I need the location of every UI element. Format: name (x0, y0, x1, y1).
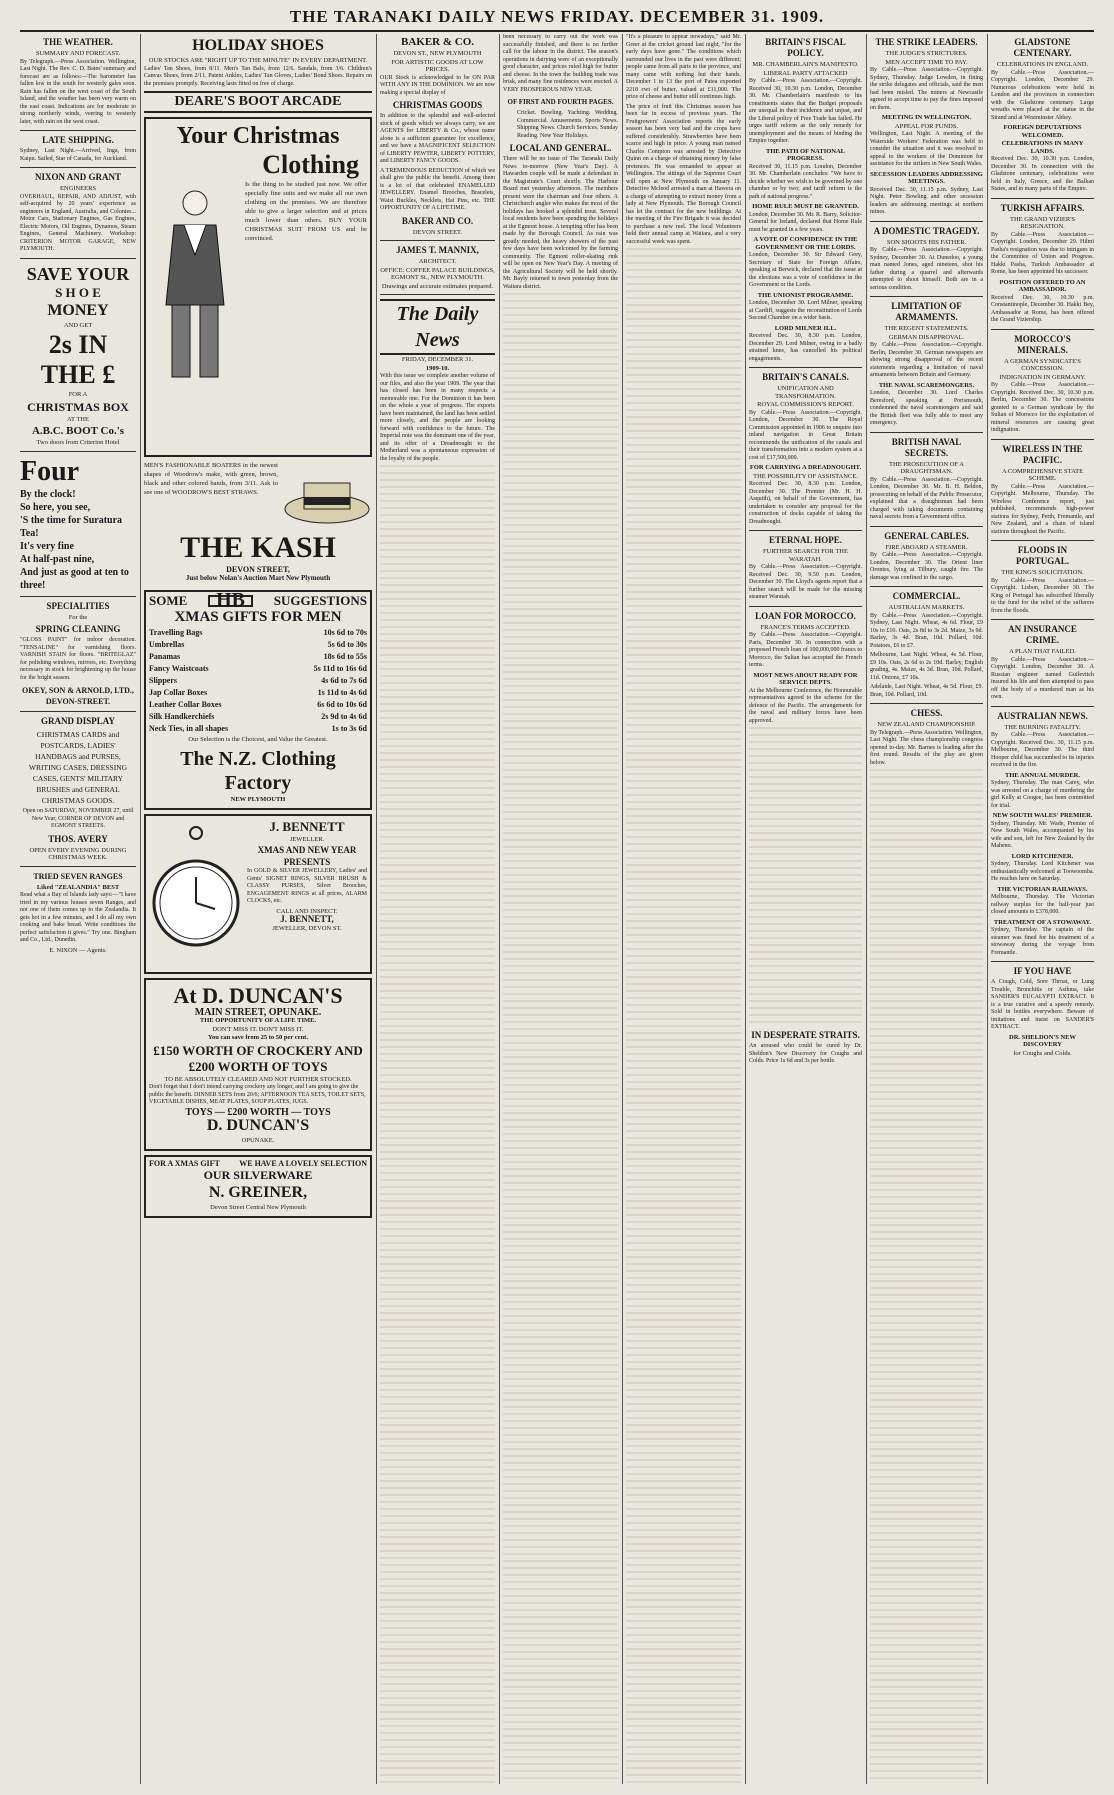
article-text: By Cable.—Press Association.—Copyright. Sydney, Last Night. Wheat, 4s 6d. Flour, £9 10s to £10. Oats, 2s 8d to 3s 2d. Maize, 3s 9d. Barley, 3s 4d. Bran, 10d. Pollard, 10d. Potatoes, £6 to £7. (870, 612, 983, 649)
ad-heading: BAKER AND CO. (401, 215, 474, 226)
boaters-ad (144, 461, 372, 531)
ad-text: MEN'S FASHIONABLE BOATERS in the newest shapes of Woodrow's make, with green, brown, black and other colored bands, from 3/11. Ask to see one of WOODROW'S BEST STRAWS. (144, 462, 278, 496)
section-heading: GLADSTONE CENTENARY. (1013, 37, 1072, 58)
section-heading: LOAN FOR MOROCCO. (755, 610, 856, 621)
article-text: By Cable.—Press Association.—Copyright. London, December 29. Numerous celebrations were held in London and the provinces in connection with the Gladstone centenary. Large wreaths were placed at the statue in the Strand and at Westminster Abbey. (991, 69, 1094, 121)
section-heading: ETERNAL HOPE. (768, 535, 842, 545)
issue-date: FRIDAY, DECEMBER 31. (401, 356, 474, 363)
ad-heading: S H O E (55, 284, 101, 300)
gift-item: Travelling Bags (149, 627, 203, 637)
ad-heading: SAVE YOUR (26, 263, 130, 284)
article-text: London, December 30. Lord Charles Beresford, speaking at Portsmouth, condemned the naval scaremongers and said the British fleet was fully able to meet any emergency. (870, 390, 983, 426)
article-text: By Cable.—Press Association.—Copyright. London, December 30. A Russian engineer named Guilevitch insured his life and then attempted to pass off the body of a murdered man as his own. (991, 656, 1094, 700)
section-heading: BRITAIN'S CANALS. (762, 372, 849, 382)
gift-price: 1s to 3s 6d (331, 723, 367, 733)
column-8: GLADSTONE CENTENARY. CELEBRATIONS IN ENGLAND. By Cable.—Press Association.—Copyright. London, December 29. Numerous celebrations were held in London and the provinces in connection with the Gladstone centenary. Large wreaths were placed at the statue in the Strand and at Westminster Abbey. FOREIGN DEPUTATIONS WELCOMED. CELEBRATIONS IN MANY LANDS. Received Dec. 30, 10.30 p.m. London, December 30. In connection with the Gladstone centenary, celebrations were held in Italy, Greece, and the Balkan States, and in many parts of the Empire. TURKISH AFFAIRS. THE GRAND VIZIER'S RESIGNATION. By Cable.—Press Association.—Copyright. London, December 29. Hilmi Pasha's resignation was due to intrigues in the Committee of Union and Progress. Hakki Pasha, Turkish Ambassador at Rome, has been appointed his successor. POSITION OFFERED TO AN AMBASSADOR. Received Dec. 30, 10.30 p.m. Constantinople, December 30. Hakki Bey, Ambassador at Rome, has been offered the Grand Viziership. MOROCCO'S MINERALS. A GERMAN SYNDICATE'S CONCESSION. INDIGNATION IN GERMANY. By Cable.—Press Association.—Copyright. Received Dec. 30, 10.30 p.m. Berlin, December 30. The concessions granted to a German syndicate by the Sultan of Morocco for the exploitation of mineral resources are causing great indignation. WIRELESS IN THE PACIFIC. A COMPREHENSIVE STATE SCHEME. By Cable.—Press Association.—Copyright. Melbourne, Thursday. The Wireless Conference report, just published, recommends high-power stations for Sydney, Perth, Fremantle, and New Zealand, and a chain of island stations throughout the Pacific. FLOODS IN PORTUGAL. THE KING'S SOLICITATION. By Cable.—Press Association.—Copyright. Lisbon, December 30. The King of Portugal has subscribed liberally to the fund for the relief of the sufferers from the floods. AN INSURANCE CRIME. A PLAN THAT FAILED. By Cable.—Press Association.—Copyright. London, December 30. A Russian engineer named Guilevitch insured his life and then attempted to pass off the body of a murdered man as his own. AUSTRALIAN NEWS. THE BURNING FATALITY. By Cable.—Press Association.—Copyright. Received Dec. 30, 11.15 p.m. Melbourne, December 30. The third Hooper child has succumbed to its injuries received in the fire. THE ANNUAL MURDER. Sydney, Thursday. The man Carey, who was arrested on a charge of murdering the girl Kelly at Coogee, has been committed for trial. NEW SOUTH WALES' PREMIER. Sydney, Thursday. Mr. Wade, Premier of New South Wales, accompanied by his wife and son, left for New Zealand by the Maheno. LORD KITCHENER. Sydney, Thursday. Lord Kitchener was enthusiastically welcomed at Toowoomba. He reaches here on Saturday. THE VICTORIAN RAILWAYS. Melbourne, Thursday. The Victorian railway surplus for the half-year just closed amounts to £378,000. TREATMENT OF A STOWAWAY. Sydney, Thursday. The captain of the steamer was fined for his treatment of a stowaway during the voyage from Fremantle. IF YOU HAVE A Cough, Cold, Sore Throat, or Lung Trouble, Bronchitis or Asthma, take SANDER'S EUCALYPTI EXTRACT. It is a true curative and a speedy remedy. Sold in bottles everywhere. Beware of imitations and insist on SANDER'S EXTRACT. DR. SHELDON'S NEW DISCOVERY for Coughs and Colds. (991, 37, 1094, 1057)
ad-text: A TREMENDOUS REDUCTION of which we shall give the public the benefit. Among them is a lot of that celebrated ENAMELLED JEWELLERY. Enamel Brooches, Bracelets, Waist Buckles, Necklets, Hat Pins, etc. THE OPPORTUNITY OF A LIFETIME. (380, 167, 495, 211)
section-heading: CHESS. (910, 708, 943, 718)
column-4 (503, 34, 618, 1784)
contents-list: Cricket. Bowling. Yachting. Wedding. Commercial. Amusements. Sports News. Shipping News. Church Services. Sunday Reading. New Year Holidays. (517, 110, 618, 139)
article-text: The price of fruit this Christmas season has been far in excess of previous years. The Fruitgrowers' Association reports the early season has been very bad and the crops have suffered considerably. Strawberries have been scarce and high in price. A young man named Charles Compton was arrested by Detective Quinn on a charge of obtaining money by false pretences. He was remanded to appear at Wellington. The sittings of the Supreme Court will open at New Plymouth on January 11. Detective Mcleod arrested a man at Hawera on a charge of attempting to extract money from a lady at New Plymouth. The Borough Council has let the contract for the new buildings. At the meeting of the Fire Brigade it was decided to purchase a new reel. The local Volunteers held their annual camp at Waitara, and a very successful week was spent. (626, 103, 741, 245)
man-figure-illustration (154, 185, 236, 385)
gift-row (149, 723, 367, 735)
section-heading: AUSTRALIAN NEWS. (997, 710, 1088, 721)
gift-row (149, 639, 367, 651)
gift-row (149, 711, 367, 723)
article-text: By Cable.—Press Association.—Copyright. Received 30, 10.30 p.m. London, December 30. Mr. Chamberlain's manifesto to his constituents states that the Budget proposals are unequal in their incidence and unjust, and the Liberal policy of Free Trade has failed. He urges tariff reform as the only remedy for unemployment and the means of binding the Empire together. (749, 78, 862, 144)
ad-heading: JAMES T. MANNIX, (396, 245, 479, 255)
column-6: BRITAIN'S FISCAL POLICY. MR. CHAMBERLAIN'S MANIFESTO. LIBERAL PARTY ATTACKED By Cable.—Press Association.—Copyright. Received 30, 10.30 p.m. London, December 30. Mr. Chamberlain's manifesto to his constituents states that the Budget proposals are unequal in their incidence and unjust, and the Liberal policy of Free Trade has failed. He urges tariff reform as the only remedy for unemployment and the means of binding the Empire together. THE PATH OF NATIONAL PROGRESS. Received 30, 11.15 p.m. London, December 30. Mr. Chamberlain concludes: "We have to decide whether we wish to be governed by one chamber or by two; and tariff reform is the path of national progress." HOME RULE MUST BE GRANTED. London, December 30. Mr. R. Barry, Solicitor-General for Ireland, declared that Home Rule must be granted in a few years. A VOTE OF CONFIDENCE IN THE GOVERNMENT OR THE LORDS. London, December 30. Sir Edward Grey, Secretary of State for Foreign Affairs, speaking at Berwick, declared that the issue at the elections was a vote of confidence in the Government or the Lords. THE UNIONIST PROGRAMME. London, December 30. Lord Milner, speaking at Cardiff, suggests the reconstitution of Lords Second Chamber on a wider basis. LORD MILNER ILL. Received Dec. 30, 8.30 p.m. London, December 29. Lord Milner, owing to a badly strained knee, has cancelled his political engagements. BRITAIN'S CANALS. UNIFICATION AND TRANSFORMATION. ROYAL COMMISSION'S REPORT. By Cable.—Press Association.—Copyright. London, December 30. The Royal Commission appointed in 1906 to enquire into inland navigation in Great Britain recommends the unification of the canals and their transformation into a modern system at a cost of £17,500,000. FOR CARRYING A DREADNOUGHT. THE POSSIBILITY OF ASSISTANCE. Received Dec. 30, 8.30 p.m. London, December 30. The Premier (Mr. H. H. Asquith), on behalf of the Government, has undertaken to consider any proposal for the construction of docks capable of taking the Dreadnought. ETERNAL HOPE. FURTHER SEARCH FOR THE WARATAH. By Cable.—Press Association.—Copyright. Received Dec. 30, 9.50 p.m. London, December 30. The Lloyd's agents report that a further search will be made for the missing steamer Waratah. LOAN FOR MOROCCO. FRANCE'S TERMS ACCEPTED. By Cable.—Press Association.—Copyright. Paris, December 30. In connection with a proposed French loan of 100,000,000 francs to Morocco, the Sultan has accepted the French terms. MOST NEWS ABOUT READY FOR SERVICE DEPTS. At the Melbourne Conference, the Honourable representatives agreed to the scheme for the defence of the Pacific. The arrangements for the naval and military forces have been approved. IN DESPERATE STRAITS. An aroused who could be cured by Dr. Sheldon's New Discovery for Coughs and Colds. Price 1s 6d and 3s per bottle. (749, 37, 862, 1064)
hb-logo: HB (208, 595, 253, 607)
ad-heading: A.B.C. BOOT Co.'s (31, 425, 125, 437)
article-text: By Cable.—Press Association.—Copyright. London, December 30. Mr. B. H. Beldon, prosecuting on behalf of the Public Prosecutor, explained that a draughtsman had been charged with taking documents containing naval secrets from a Government office. (870, 476, 983, 520)
clothing-ad: Your Christmas Clothing Is the thing to be studied just now. We offer specially fine suits and we make all our own clothing on the premises. We are therefore able to give a larger selection and at prices much lower than others. BUY YOUR CHRISTMAS SUIT FROM US and be convinced. (144, 117, 372, 457)
article-text: By Cable.—Press Association.—Copyright. Received Dec. 30, 9.50 p.m. London, December 30. The Lloyd's agents report that a further search will be made for the missing steamer Waratah. (749, 564, 862, 600)
section-heading: A DOMESTIC TRAGEDY. (873, 225, 980, 236)
boater-hat-illustration (282, 461, 372, 531)
ad-heading: THOS. AVERY (48, 833, 108, 844)
article-text: "It's a pleasure to appear nowadays," said Mr. Greer at the cricket ground last night, "for the early days have gone." The conditions which surrounded our lives in the past were different; people came from all parts to the province, and many came with nothing but their hands. December 1 to 13 the port of Patea exported 2218 cwt of butter, valued at £11,000. The price of cheese and butter still continues high. (626, 34, 741, 100)
section-heading: FLOODS IN PORTUGAL. (1016, 545, 1069, 566)
column-5 (626, 34, 741, 1784)
article-text: By Cable.—Press Association.—Copyright. Lisbon, December 30. The King of Portugal has subscribed liberally to the fund for the relief of the sufferers from the floods. (991, 577, 1094, 614)
gift-item: Panamas (149, 651, 181, 661)
article-text: By Cable.—Press Association.—Copyright. Received Dec. 30, 10.30 p.m. Berlin, December 30. The concessions granted to a German syndicate by the Sultan of Morocco for the exploitation of mineral resources are causing great indignation. (991, 382, 1094, 433)
ad-text: Read what a Bay of Islands lady says:—"I have tried in my various houses seven Ranges, and not one of them comes up to the Zealandia. It gets hot in a few minutes, and I do all my own cooking and bake bread. Write conditions the perfect satisfaction it gives." Try one. Bingham and Co., Ltd., Dunedin. (20, 892, 136, 943)
column-rule (745, 34, 746, 1784)
gift-row (149, 687, 367, 699)
ad-heading: BAKER & CO. (400, 36, 475, 48)
article-text: By Cable.—Press Association.—Copyright. London, December 30. The Royal Commission appointed in 1906 to enquire into inland navigation in Great Britain recommends the unification of the canals and their transformation into a modern system at a cost of £17,500,000. (749, 409, 862, 461)
article-text: Received Dec. 30, 10.30 p.m. Constantinople, December 30. Hakki Bey, Ambassador at Rome, has been offered the Grand Viziership. (991, 294, 1094, 323)
column-rule (499, 34, 500, 1784)
ad-heading: TRIED SEVEN RANGES (33, 871, 123, 881)
newspaper-title: The Daily News (380, 299, 495, 355)
ad-text: "GLOSS PAINT" for indoor decoration. "TENSALINE" for varnishing floors. VARNISH STAIN for floors. "BRITEGLAZ" for polishing windows, mirrors, etc. Everything necessary in stock for brightening up the house for the bright season. (20, 637, 136, 681)
section-heading: MOROCCO'S MINERALS. (1014, 333, 1071, 355)
column-rule (140, 34, 141, 1784)
article-text: Received Dec. 30, 8.30 p.m. London, December 30. The Premier (Mr. H. H. Asquith), on behalf of the Government, has undertaken to consider any proposal for the construction of docks capable of taking the Dreadnought. (749, 481, 862, 525)
column-rule (987, 34, 988, 1784)
gift-item: Fancy Waistcoats (149, 663, 209, 673)
article-text: Received 30, 11.15 p.m. London, December 30. Mr. Chamberlain concludes: "We have to decide whether we wish to be governed by one chamber or by two; and tariff reform is the path of national progress." (749, 163, 862, 200)
article-text: By Cable.—Press Association.—Copyright. London, December 29. Hilmi Pasha's resignation was due to intrigues in the Committee of Union and Progress. Hakki Pasha, Turkish Ambassador at Rome, has been appointed his successor. (991, 231, 1094, 275)
section-heading: WIRELESS IN THE PACIFIC. (1002, 443, 1083, 465)
column-rule (866, 34, 867, 1784)
article-text: London, December 30. Sir Edward Grey, Secretary of State for Foreign Affairs, speaking at Berwick, declared that the issue at the elections was a vote of confidence in the Government or the Lords. (749, 252, 862, 288)
hb-ad: SOME HB SUGGESTIONS XMAS GIFTS FOR MEN Travelling Bags 10s 6d to 70s Umbrellas 5s 6d to 30s Panamas 18s 6d to 55s Fancy Waistcoats 5s 11d to 16s 6d Slippers 4s 6d to 7s 6d Jap Collar Boxes 1s 11d to 4s 6d Leather Collar Boxes 6s 6d to 10s 6d Silk Handkerchiefs 2s 9d to 4s 6d Neck Ties, in all shapes 1s to 3s 6d Our Selection is the Choicest, and Value the Greatest. The N.Z. Clothing Factory NEW PLYMOUTH (144, 590, 372, 810)
ad-heading: DEARE'S BOOT ARCADE (144, 91, 372, 113)
article-body-text (749, 727, 862, 1027)
article-text: Wellington, Last Night. A meeting of the Waterside Workers' Federation was held to consider the situation and it was resolved to appeal to the workers of the Dominion for assistance for the strikers in New South Wales. (870, 131, 983, 167)
gift-item: Umbrellas (149, 639, 185, 649)
gift-price: 5s 11d to 16s 6d (313, 663, 367, 673)
article-text: Sydney, Last Night.—Arrived, Inga, from Kaipu. Sailed, Star of Canada, for Auckland. (20, 148, 136, 162)
article-text: By Telegraph.—Press Association. Wellington, Last Night. The Rev. C. D. Bates' summary and forecast are as follows:—The barometer has fallen low in the south for westerly gales soon. Rain has fallen on the west coast of the South Island, and the weather has been very warm on the east coast. Indications are for moderate to strong northerly winds, veering to westerly later, with rain on the west coast. (20, 58, 136, 125)
article-text: been necessary to carry out the work was successfully finished, and there is no further call for the labour in the district. The season's operations in dairying were of an exceptionally good character, and prices ruled high for butter and cheese. In the town the building trade was brisk, and many fine residences were erected. A VERY PROSPEROUS NEW YEAR. (503, 34, 618, 93)
gift-row (149, 651, 367, 663)
section-heading: COMMERCIAL. (892, 591, 961, 601)
ad-heading: NIXON AND GRANT (34, 172, 121, 182)
ad-text: Open on SATURDAY, NOVEMBER 27, until New Year, CORNER OF DEVON and EGMONT STREETS. (22, 808, 134, 829)
article-body-text (870, 769, 983, 1784)
article-text: Received Dec. 30, 11.15 p.m. Sydney, Last Night. Peter Bowling and other secession leaders are addressing meetings at northern mines. (870, 186, 983, 215)
ad-heading: IF YOU HAVE (1013, 966, 1072, 976)
leader-heading: 1909-10. (425, 364, 450, 372)
ad-heading: SPECIALITIES (46, 600, 110, 611)
section-heading: LIMITATION OF ARMAMENTS. (891, 301, 962, 322)
gift-row (149, 675, 367, 687)
section-heading: BRITISH NAVAL SECRETS. (891, 436, 962, 458)
gift-row (149, 699, 367, 711)
article-body-text (503, 293, 618, 1784)
article-text: At the Melbourne Conference, the Honourable representatives agreed to the scheme for the defence of the Pacific. The arrangements for the naval and military forces have been approved. (749, 687, 862, 724)
gift-item: Silk Handkerchiefs (149, 711, 215, 721)
gift-item: Slippers (149, 675, 178, 685)
column-1: THE WEATHER. SUMMARY AND FORECAST. By Telegraph.—Press Association. Wellington, Last Night. The Rev. C. D. Bates' summary and forecast are as follows:—The barometer has fallen low in the south for westerly gales soon. Rain has fallen on the west coast of the South Island, and the weather has been very warm on the east coast. Indications are for moderate to strong northerly winds, veering to westerly later, with rain on the west coast. LATE SHIPPING. Sydney, Last Night.—Arrived, Inga, from Kaipu. Sailed, Star of Canada, for Auckland. NIXON AND GRANT ENGINEERS OVERHAUL, REPAIR, AND ADJUST, with self-acquired by 20 years' experience as engineers in England, Australia, and Colonies... Motor Cars, Stationary Engines, Gas Engines, Electric Motors, Oil Engines, Dynamos, Steam Engines, General Machinery. Workshop: CRITERION MOTOR GARAGE, NEW PLYMOUTH. SAVE YOUR S H O E MONEY AND GET 2s IN THE £ FOR A CHRISTMAS BOX AT THE A.B.C. BOOT Co.'s Two doors from Criterion Hotel Four By the clock! So here, you see, 'S the time for Suratura Tea! It's very fine At half-past nine, And just as good at ten to three! SPECIALITIES For the SPRING CLEANING "GLOSS PAINT" for indoor decoration. "TENSALINE" for varnishing floors. VARNISH STAIN for floors. "BRITEGLAZ" for polishing windows, mirrors, etc. Everything necessary in stock for brightening up the house for the bright season. OKEY, SON & ARNOLD, LTD., DEVON-STREET. GRAND DISPLAY CHRISTMAS CARDS and POSTCARDS, LADIES' HANDBAGS and PURSES, WRITING CASES, DRESSING CASES, GENTS' MILITARY BRUSHES and GENERAL CHRISTMAS GOODS. Open on SATURDAY, NOVEMBER 27, until New Year, CORNER OF DEVON and EGMONT STREETS. THOS. AVERY OPEN EVERY EVENING DURING CHRISTMAS WEEK. TRIED SEVEN RANGES Liked "ZEALANDIA" BEST Read what a Bay of Islands lady says:—"I have tried in my various houses seven Ranges, and not one of them comes up to the Zealandia. It gets hot in a few minutes, and I do all my own cooking and bake bread. Write conditions the perfect satisfaction it gives." Try one. Bingham and Co., Ltd., Dunedin. E. NIXON — Agents. (20, 37, 136, 954)
article-text: Received Dec. 30, 10.30 p.m. London, December 30. In connection with the Gladstone centenary, celebrations were held in Italy, Greece, and the Balkan States, and in many parts of the Empire. (991, 156, 1094, 192)
article-text: By Cable.—Press Association.—Copyright. Berlin, December 30. German newspapers are showing strong disapproval of the recent statements regarding a limitation of naval armaments between Britain and Germany. (870, 342, 983, 378)
article-text: By Cable.—Press Association.—Copyright. Received Dec. 30, 11.15 p.m. Melbourne, December 30. The third Hooper child has succumbed to its injuries received in the fire. (991, 732, 1094, 768)
gift-item: Neck Ties, in all shapes (149, 723, 229, 733)
article-body-text (626, 248, 741, 1784)
article-text: Sydney, Thursday. The captain of the steamer was fined for his treatment of a stowaway during the voyage from Fremantle. (991, 927, 1094, 956)
ad-heading: CHRISTMAS GOODS (392, 100, 483, 110)
column-rule (622, 34, 623, 1784)
subheading: SUMMARY AND FORECAST. (35, 50, 121, 57)
ad-heading: SPRING CLEANING (35, 624, 121, 634)
gift-list (149, 627, 367, 735)
section-heading: GENERAL CABLES. (884, 530, 969, 541)
article-text: Adelaide, Last Night. Wheat, 4s 5d. Flour, £9. Bran, 10d. Pollard, 10d. (870, 684, 983, 698)
section-heading: LOCAL AND GENERAL. (509, 143, 612, 153)
section-heading: OF FIRST AND FOURTH PAGES. (507, 98, 614, 106)
article-text: Sydney, Thursday. Lord Kitchener was enthusiastically welcomed at Toowoomba. He reaches here on Saturday. (991, 861, 1094, 882)
article-text: By Cable.—Press Association.—Copyright. Sydney, December 30. At Dunedoo, a young man named Jones, aged nineteen, shot his father during a quarrel and afterwards attempted to shoot himself. Both are in a serious condition. (870, 247, 983, 291)
gift-row (149, 663, 367, 675)
duncan-ad: At D. DUNCAN'S MAIN STREET, OPUNAKE. THE OPPORTUNITY OF A LIFE TIME. DON'T MISS IT. DON'T MISS IT. You can save from 25 to 50 per cent. £150 WORTH OF CROCKERY AND £200 WORTH OF TOYS TO BE ABSOLUTELY CLEARED AND NOT FURTHER STOCKED. Don't forget that I don't intend carrying crockery any longer, and I am going to give the public the benefit. DINNER SETS from 20/6; AFTERNOON TEA SETS, TOILET SETS, VEGETABLE DISHES, MEAT PLATES, SOUP PLATES, JUGS. TOYS — £200 WORTH — TOYS D. DUNCAN'S OPUNAKE. (144, 978, 372, 1151)
gift-price: 1s 11d to 4s 6d (317, 687, 367, 697)
bennett-ad: J. BENNETT JEWELLER. XMAS AND NEW YEAR PRESENTS In GOLD & SILVER JEWELLERY, Ladies' and Gents' SIGNET RINGS, SILVER BRUSH & CLASSY PURSES, Silver Brooches, ENGAGEMENT RINGS at all prices, ALARM CLOCKS, etc. CALL AND INSPECT. J. BENNETT, JEWELLER, DEVON ST. (144, 814, 372, 974)
ad-heading: GRAND DISPLAY (41, 716, 115, 726)
section-heading: AN INSURANCE CRIME. (1008, 624, 1077, 645)
article-text: London, December 30. Lord Milner, speaking at Cardiff, suggests the reconstitution of Lords Second Chamber on a wider basis. (749, 300, 862, 321)
article-text: An aroused who could be cured by Dr. Sheldon's New Discovery for Coughs and Colds. Price 1s 6d and 3s per bottle. (749, 1043, 862, 1064)
gift-price: 18s 6d to 55s (323, 651, 367, 661)
column-rule (376, 34, 377, 1784)
gift-price: 5s 6d to 30s (327, 639, 367, 649)
ad-heading: Four (20, 455, 80, 487)
article-text: By Cable.—Press Association.—Copyright. London, December 30. The Orient liner Orontes, lying at Tilbury, caught fire. The damage was confined to the cargo. (870, 552, 983, 581)
ad-text: OVERHAUL, REPAIR, AND ADJUST, with self-acquired by 20 years' experience as engineers in England, Australia, and Colonies... Motor Cars, Stationary Engines, Gas Engines, Electric Motors, Oil Engines, Dynamos, Steam Engines, General Machinery. Workshop: CRITERION MOTOR GARAGE, NEW PLYMOUTH. (20, 193, 136, 252)
ad-text: CHRISTMAS CARDS and POSTCARDS, LADIES' HANDBAGS and PURSES, WRITING CASES, DRESSING CASES, GENTS' MILITARY BRUSHES and GENERAL CHRISTMAS GOODS. (28, 730, 128, 805)
pocket-watch-illustration (149, 819, 243, 969)
ad-heading: OKEY, SON & ARNOLD, LTD., DEVON-STREET. (22, 686, 134, 706)
ad-heading: 2s IN THE £ (40, 330, 116, 389)
gift-price: 6s 6d to 10s 6d (317, 699, 367, 709)
ad-text: A Cough, Cold, Sore Throat, or Lung Trouble, Bronchitis or Asthma, take SANDER'S EUCALYPTI EXTRACT. It is a true curative and a speedy remedy. Sold in bottles everywhere. Beware of imitations and insist on SANDER'S EXTRACT. (991, 979, 1094, 1030)
ad-text: OUR Stock is acknowledged to be ON PAR WITH ANY IN THE DOMINION. We are now making a special display of (380, 74, 495, 96)
ad-heading: MONEY (47, 301, 109, 319)
column-3: BAKER & CO. DEVON ST., NEW PLYMOUTH FOR ARTISTIC GOODS AT LOW PRICES. OUR Stock is acknowledged to be ON PAR WITH ANY IN THE DOMINION. We are now making a special display of CHRISTMAS GOODS In addition to the splendid and well-selected stock of goods which we always carry, we are AGENTS for LIBERTY & Co., whose name alone is a sufficient guarantee for excellence, and we have a MAGNIFICENT SELECTION of LIBERTY PEWTER, LIBERTY POTTERY, and LIBERTY FANCY GOODS. A TREMENDOUS REDUCTION of which we shall give the public the benefit. Among them is a lot of that celebrated ENAMELLED JEWELLERY. Enamel Brooches, Bracelets, Waist Buckles, Necklets, Hat Pins, etc. THE OPPORTUNITY OF A LIFETIME. BAKER AND CO. DEVON STREET. JAMES T. MANNIX, ARCHITECT. OFFICE: COFFEE PALACE BUILDINGS, EGMONT St., NEW PLYMOUTH. Drawings and accurate estimates prepared. The Daily News FRIDAY, DECEMBER 31. 1909-10. With this issue we complete another volume of our files, and also the year 1909. The year that has closed has been in many respects a memorable one. For the Dominion it has been on the whole a year of progress. The exports have been maintained, the land has been settled more closely, and the people are looking forward with confidence to the future. The Imperial note was the dominant one of the year, and its offer of a Dreadnought to the Motherland was a spontaneous expression of the loyalty of the people. (380, 34, 495, 1784)
masthead: THE TARANAKI DAILY NEWS FRIDAY. DECEMBER 31. 1909. (20, 4, 1094, 32)
section-heading: THE WEATHER. (43, 37, 113, 47)
ad-heading: HOLIDAY SHOES (192, 37, 324, 54)
gift-price: 10s 6d to 70s (323, 627, 367, 637)
section-heading: LATE SHIPPING. (42, 135, 114, 145)
article-text: With this issue we complete another volume of our files, and also the year 1909. The year that has closed has been in many respects a memorable one. For the Dominion it has been on the whole a year of progress. The exports have been maintained, the land has been settled more closely, and the people are looking forward with confidence to the future. The Imperial note was the dominant one of the year, and its offer of a Dreadnought to the Motherland was a spontaneous expression of the loyalty of the people. (380, 373, 495, 462)
ad-text: In addition to the splendid and well-selected stock of goods which we always carry, we are AGENTS for LIBERTY & Co., whose name alone is a sufficient guarantee for excellence, and we have a MAGNIFICENT SELECTION of LIBERTY PEWTER, LIBERTY POTTERY, and LIBERTY FANCY GOODS. (380, 113, 495, 164)
article-text: London, December 30. Mr. R. Barry, Solicitor-General for Ireland, declared that Home Rule must be granted in a few years. (749, 211, 862, 233)
article-text: There will be no issue of The Taranaki Daily News to-morrow (New Year's Day). A Hawarden couple will be made a defendant in the Magistrate's Court shortly. The Harbour Board met yesterday afternoon. The members present were the chairman and four others. A Christchurch angler who makes the most of the holidays has hooked a splendid trout. Several local residents have been spending the holidays at the Egmont house. A tempting offer has been made by the Borough Council. As rain was greatly needed, the heavy showers of the past few days have been welcomed by the farming community. The Egmont roller-skating rink will be open on New Year's Day. A meeting of the Agricultural Society will be held shortly. Mr. Bayly returned to town yesterday from the Waitara district. (503, 156, 618, 290)
column-2: HOLIDAY SHOES OUR STOCKS ARE "RIGHT UP TO THE MINUTE" IN EVERY DEPARTMENT. Ladies' Tan Shoes, from 8/11. Men's Tan Bals, from 12/6. Sandals, from 3/6. Children's Canvas Shoes, from 2/11. Patent Ankles, Ladies' Tan Gloves, Ladies' Bond Shoes. Repairs on the premises promptly. Receiving lasts fitted on free of charge. DEARE'S BOOT ARCADE Your Christmas Clothing Is the thing to be studied just now. We offer specially fine suits and we make all our own clothing on the premises. We are therefore able to give a larger selection and at prices much lower than others. BUY YOUR CHRISTMAS SUIT FROM US and be convinced. MEN'S FASHIONABLE BOATERS in the newest shapes of Woodrow's make, with green, brown, black and other colored bands, from 3/11. Ask to see one of WOODROW'S BEST STRAWS. THE KASH DEVON STREET, Just below Nolan's Auction Mart New Plymouth SOME HB SUGGESTIONS XMAS GIFTS FOR MEN Travelling Bags 10s 6d to 70s Umbrellas 5s 6d to 30s Panamas 18s 6d to 55s Fancy Waistcoats 5s 11d to 16s 6d Slippers 4s 6d to 7s 6d Jap Collar Boxes 1s 11d to 4s 6d Leather Collar Boxes 6s 6d to 10s 6d Silk Handkerchiefs 2s 9d to 4s 6d Neck Ties, in all shapes 1s to 3s 6d Our Selection is the Choicest, and Value the Greatest. The N.Z. Clothing Factory NEW PLYMOUTH J. BENNETT JEWELLER. XMAS AND NEW YEAR PRESENTS In GOLD & SILVER JEWELLERY, Ladies' and Gents' SIGNET RINGS, SILVER BRUSH & CLASSY PURSES, Silver Brooches, ENGAGEMENT RINGS at all prices, ALARM CLOCKS, etc. CALL AND INSPECT. J. BENNETT, JEWELLER, DEVON ST. At D. DUNCAN'S MAIN STREET, OPUNAKE. THE OPPORTUNITY OF A LIFE TIME. DON'T MISS IT. DON'T MISS IT. You can save from 25 to 50 per cent. £150 WORTH OF CROCKERY AND £200 WORTH OF TOYS TO BE ABSOLUTELY CLEARED AND NOT FURTHER STOCKED. Don't forget that I don't intend carrying crockery any longer, and I am going to give the public the benefit. DINNER SETS from 20/6; AFTERNOON TEA SETS, TOILET SETS, VEGETABLE DISHES, MEAT PLATES, SOUP PLATES, JUGS. TOYS — £200 WORTH — TOYS D. DUNCAN'S OPUNAKE. FOR A XMAS GIFT WE HAVE A LOVELY SELECTION OUR SILVERWARE N. GREINER, Devon Street Central New Plymouth (144, 34, 372, 1784)
ad-text: Is the thing to be studied just now. We offer specially fine suits and we make all our own clothing on the premises. We are therefore able to give a larger selection and at prices much lower than others. BUY YOUR CHRISTMAS SUIT FROM US and be convinced. (245, 181, 367, 242)
article-text: By Cable.—Press Association.—Copyright. Sydney, Thursday. Judge Lowden, in fining the strike delegates and officials, said the men had been misled. The miners at Newcastle agreed to accept time to pay the fines imposed on them. (870, 67, 983, 111)
section-heading: THE STRIKE LEADERS. (875, 37, 978, 47)
article-text: By Telegraph.—Press Association. Wellington, Last Night. The chess championship congress opened to-day. Mr. Barnes is leading after the first round. Results of the play are given below. (870, 729, 983, 766)
ad-heading: THE KASH (180, 531, 336, 564)
article-text: Sydney, Thursday. Mr. Wade, Premier of New South Wales, accompanied by his wife and son, left for New Zealand by the Maheno. (991, 820, 1094, 849)
ad-text: Ladies' Tan Shoes, from 8/11. Men's Tan Bals, from 12/6. Sandals, from 3/6. Children's Canvas Shoes, from 2/11. Patent Ankles, Ladies' Tan Gloves, Ladies' Bond Shoes. Repairs on the premises promptly. Receiving lasts fitted on free of charge. (144, 65, 372, 87)
section-heading: IN DESPERATE STRAITS. (751, 1030, 860, 1040)
article-text: By Cable.—Press Association.—Copyright. Paris, December 30. In connection with a proposed French loan of 100,000,000 francs to Morocco, the Sultan has accepted the French terms. (749, 632, 862, 668)
greiner-ad: FOR A XMAS GIFT WE HAVE A LOVELY SELECTION OUR SILVERWARE N. GREINER, Devon Street Central New Plymouth (144, 1155, 372, 1218)
gift-price: 4s 6d to 7s 6d (321, 675, 367, 685)
gift-item: Jap Collar Boxes (149, 687, 208, 697)
article-text: Melbourne, Last Night. Wheat, 4s 5d. Flour, £9 10s. Oats, 2s 6d to 2s 10d. Barley, English grading, 4s. Maize, 4s 3d. Bran, 10d. Pollard, 11d. Onions, £7 10s. (870, 652, 983, 681)
ad-text: Don't forget that I don't intend carrying crockery any longer, and I am going to give the public the benefit. DINNER SETS from 20/6; AFTERNOON TEA SETS, TOILET SETS, VEGETABLE DISHES, MEAT PLATES, SOUP PLATES, JUGS. (149, 1084, 366, 1105)
section-heading: TURKISH AFFAIRS. (1000, 202, 1085, 213)
article-text: Melbourne, Thursday. The Victorian railway surplus for the half-year just closed amounts to £378,000. (991, 894, 1094, 915)
ad-subheading: ENGINEERS (59, 185, 97, 192)
gift-item: Leather Collar Boxes (149, 699, 222, 709)
ad-heading: CHRISTMAS BOX (27, 399, 129, 414)
article-text: By Cable.—Press Association.—Copyright. Melbourne, Thursday. The Wireless Conference report, just published, recommends high-power stations for Sydney, Perth, Fremantle, and New Zealand, and a chain of island stations throughout the Pacific. (991, 483, 1094, 535)
article-text: Sydney, Thursday. The man Carey, who was arrested on a charge of murdering the girl Kelly at Coogee, has been committed for trial. (991, 780, 1094, 809)
article-body-text (380, 465, 495, 1784)
column-7: THE STRIKE LEADERS. THE JUDGE'S STRICTURES. MEN ACCEPT TIME TO PAY. By Cable.—Press Association.—Copyright. Sydney, Thursday. Judge Lowden, in fining the strike delegates and officials, said the men had been misled. The miners at Newcastle agreed to accept time to pay the fines imposed on them. MEETING IN WELLINGTON. APPEAL FOR FUNDS. Wellington, Last Night. A meeting of the Waterside Workers' Federation was held to consider the situation and it was resolved to appeal to the workers of the Dominion for assistance for the strikers in New South Wales. SECESSION LEADERS ADDRESSING MEETINGS. Received Dec. 30, 11.15 p.m. Sydney, Last Night. Peter Bowling and other secession leaders are addressing meetings at northern mines. A DOMESTIC TRAGEDY. SON SHOOTS HIS FATHER. By Cable.—Press Association.—Copyright. Sydney, December 30. At Dunedoo, a young man named Jones, aged nineteen, shot his father during a quarrel and afterwards attempted to shoot himself. Both are in a serious condition. LIMITATION OF ARMAMENTS. THE REGENT STATEMENTS. GERMAN DISAPPROVAL. By Cable.—Press Association.—Copyright. Berlin, December 30. German newspapers are showing strong disapproval of the recent statements regarding a limitation of naval armaments between Britain and Germany. THE NAVAL SCAREMONGERS. London, December 30. Lord Charles Beresford, speaking at Portsmouth, condemned the naval scaremongers and said the British fleet was fully able to meet any emergency. BRITISH NAVAL SECRETS. THE PROSECUTION OF A DRAUGHTSMAN. By Cable.—Press Association.—Copyright. London, December 30. Mr. B. H. Beldon, prosecuting on behalf of the Public Prosecutor, explained that a draughtsman had been charged with taking documents containing naval secrets from a Government office. GENERAL CABLES. FIRE ABOARD A STEAMER. By Cable.—Press Association.—Copyright. London, December 30. The Orient liner Orontes, lying at Tilbury, caught fire. The damage was confined to the cargo. COMMERCIAL. AUSTRALIAN MARKETS. By Cable.—Press Association.—Copyright. Sydney, Last Night. Wheat, 4s 6d. Flour, £9 10s to £10. Oats, 2s 8d to 3s 2d. Maize, 3s 9d. Barley, 3s 4d. Bran, 10d. Pollard, 10d. Potatoes, £6 to £7. Melbourne, Last Night. Wheat, 4s 5d. Flour, £9 10s. Oats, 2s 6d to 2s 10d. Barley, English grading, 4s. Maize, 4s 3d. Bran, 10d. Pollard, 11d. Onions, £7 10s. Adelaide, Last Night. Wheat, 4s 5d. Flour, £9. Bran, 10d. Pollard, 10d. CHESS. NEW ZEALAND CHAMPIONSHIP. By Telegraph.—Press Association. Wellington, Last Night. The chess championship congress opened to-day. Mr. Barnes is leading after the first round. Results of the play are given below. (870, 34, 983, 1784)
section-heading: BRITAIN'S FISCAL POLICY. (765, 37, 846, 58)
article-text: Received Dec. 30, 8.30 p.m. London, December 29. Lord Milner, owing to a badly strained knee, has cancelled his political engagements. (749, 333, 862, 362)
gift-price: 2s 9d to 4s 6d (321, 711, 367, 721)
ad-text: In GOLD & SILVER JEWELLERY, Ladies' and Gents' SIGNET RINGS, SILVER BRUSH & CLASSY PURSES, Silver Brooches, ENGAGEMENT RINGS at all prices, ALARM CLOCKS, etc. (247, 868, 367, 904)
gift-row (149, 627, 367, 639)
ad-heading: The N.Z. Clothing Factory (180, 748, 336, 794)
